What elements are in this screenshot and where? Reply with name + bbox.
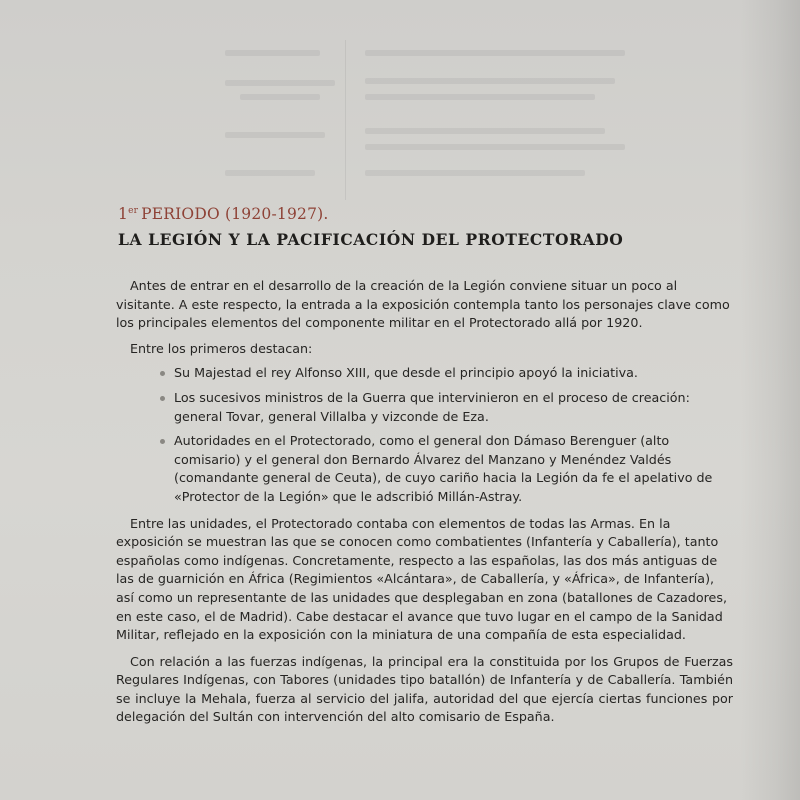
section-heading [118,201,623,249]
bullet-icon [160,396,165,401]
paragraph-lead: Entre los primeros destacan: [130,340,313,356]
bullet-text: Su Majestad el rey Alfonso XIII, que desde el principio apoyó la iniciativa. [174,365,638,381]
period-text: PERIODO (1920-1927). [141,205,329,223]
period-superscript: er [128,206,139,216]
section-title: LA LEGIÓN Y LA PACIFICACIÓN DEL PROTECTORADO [118,230,624,249]
bullet-text: Autoridades en el Protectorado, como el general don Dámaso Berenguer (alto comisario) y el general don Bernardo Álvarez del Manzano y Menéndez Valdés (comandante general de Ceuta), de cuyo cariño hacia la Legión da fe el apelativo de «Protector de la Legión» que le adscribió Millán-Astray. [174,433,713,504]
bullet-text: Los sucesivos ministros de la Guerra que intervinieron en el proceso de creación: general Tovar, general Villalba y vizconde de Eza. [174,389,690,424]
paragraph-units: Entre las unidades, el Protectorado contaba con elementos de todas las Armas. En la exposición se muestran las que se conocen como combatientes (Infantería y Caballería), tanto españolas como indígenas. Concretamente, respecto a las españolas, las dos más antiguas de las de guarnición en África (Regimientos «Alcántara», de Caballería, y «África», de Infantería), así como un representante de las unidades que desplegaban en zona (batallones de Cazadores, en este caso, el de Madrid). Cabe destacar el avance que tuvo lugar en el campo de la Sanidad Militar, reflejado en la exposición con la miniatura de una compañía de esta especialidad. [116,515,727,643]
bullet-list [116,364,733,506]
body-text [116,277,733,727]
show-through-table [215,20,655,200]
period-label [118,201,623,224]
paragraph-indigenous: Con relación a las fuerzas indígenas, la principal era la constituida por los Grupos de Fuerzas Regulares Indígenas, con Tabores (unidades tipo batallón) de Infantería y de Caballería. También se incluye la Mehala, fuerza al servicio del jalifa, autoridad del que ejercía ciertas funciones por delegación del Sultán con intervención del alto comisario de España. [116,653,733,725]
period-number: 1 [118,205,129,223]
list-item [160,432,733,506]
list-item [160,389,733,426]
bullet-icon [160,439,165,444]
paragraph-intro: Antes de entrar en el desarrollo de la creación de la Legión conviene situar un poco al visitante. A este respecto, la entrada a la exposición contempla tanto los personajes clave como los principales elementos del componente militar en el Protectorado allá por 1920. [116,278,730,331]
list-item [160,364,733,383]
bullet-icon [160,371,165,376]
